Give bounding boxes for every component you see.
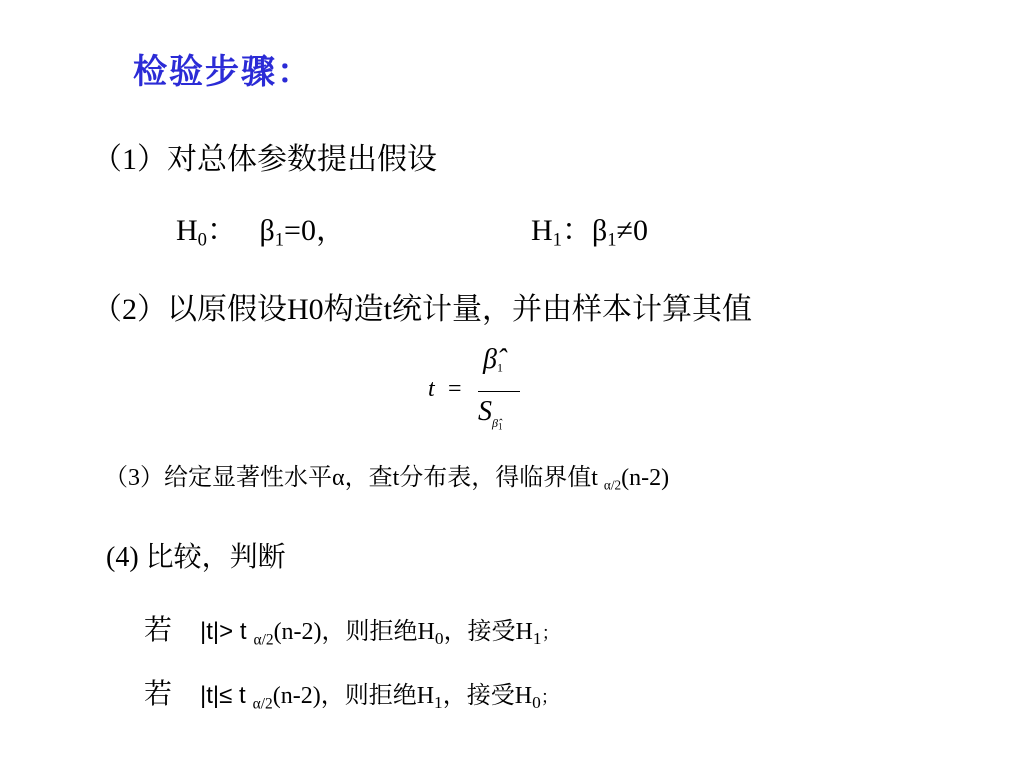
- rule2: 若 |t|≤ t $_{\alpha/2}$(n-2)，则拒绝$H_1$，接受$H_0$；: [144, 679, 559, 713]
- page-title: 检验步骤：: [133, 54, 313, 91]
- h0-hypothesis: $H_0$： $\beta_1=0$，: [176, 214, 346, 251]
- formula-eq: =: [448, 376, 462, 402]
- step4-label: (4) 比较，判断: [106, 542, 286, 573]
- step3-label: （3）给定显著性水平α，查t分布表，得临界值t $_{\alpha/2}$(n-2): [104, 465, 670, 493]
- step2-label: （2）以原假设H0构造t统计量，并由样本计算其值: [92, 293, 752, 326]
- t-statistic-formula: [428, 340, 538, 440]
- h1-hypothesis: $H_1$：$\beta_1\ne 0$: [531, 214, 648, 251]
- formula-lhs: t: [428, 376, 435, 402]
- rule1: 若 |t|> t $_{\alpha/2}$(n-2)，则拒绝$H_0$，接受$H_1$；: [144, 615, 560, 649]
- formula-denominator: $S_{\betâ_1}$: [478, 396, 503, 432]
- formula-numerator: $\betâ_1$: [483, 344, 503, 375]
- step1-label: （1）对总体参数提出假设: [92, 143, 437, 176]
- fraction-bar: [478, 391, 520, 392]
